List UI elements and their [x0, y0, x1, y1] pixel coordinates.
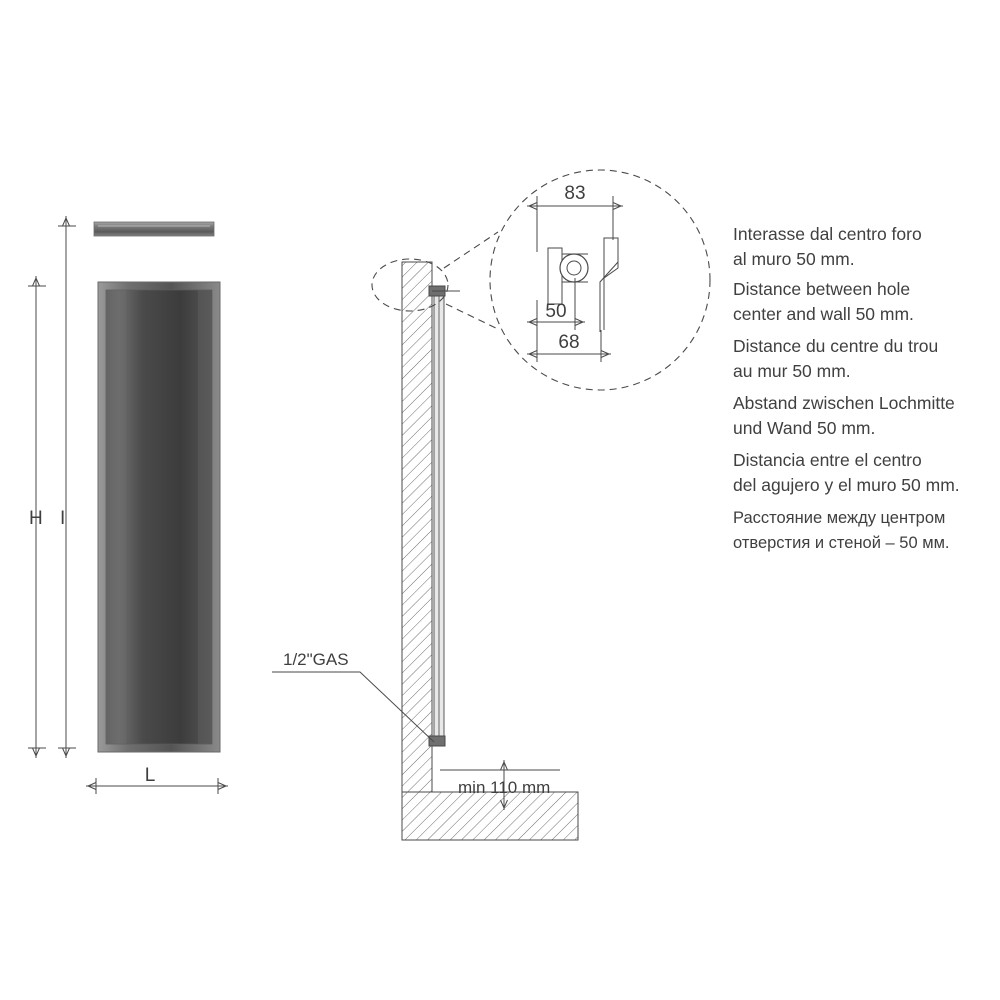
- legend-fr-line-1: Distance du centre du trou: [733, 336, 939, 356]
- legend-de-line-2: und Wand 50 mm.: [733, 418, 876, 438]
- bottom-connection-fitting: [429, 736, 445, 746]
- detail-hole: [560, 254, 588, 282]
- legend-it-line-1: Interasse dal centro foro: [733, 224, 922, 244]
- floor-section: [402, 792, 578, 840]
- label-I: I: [60, 508, 66, 529]
- label-L: L: [144, 765, 156, 786]
- detail-circle: [490, 170, 710, 390]
- detail-connector-top: [444, 232, 498, 268]
- dimension-height-I: [58, 226, 76, 748]
- legend-es-line-1: Distancia entre el centro: [733, 450, 922, 470]
- dimension-width-L: [96, 765, 218, 794]
- radiator-panel: [98, 282, 220, 752]
- legend-ru-line-1: Расстояние между центром: [733, 509, 946, 527]
- dimension-height-H: [28, 286, 46, 748]
- detail-radiator-plate: [548, 248, 562, 304]
- label-50: 50: [545, 301, 567, 322]
- legend-block: [733, 224, 960, 552]
- legend-de-line-1: Abstand zwischen Lochmitte: [733, 393, 955, 413]
- label-H: H: [29, 508, 43, 529]
- side-section-view: [272, 232, 578, 840]
- wall-section: [402, 262, 432, 792]
- detail-callout: [490, 170, 710, 390]
- detail-wall: [600, 238, 618, 332]
- legend-es-line-2: del agujero y el muro 50 mm.: [733, 475, 960, 495]
- front-view: [28, 222, 220, 794]
- label-min-110: min 110 mm: [458, 778, 551, 797]
- detail-connector-bottom: [446, 304, 500, 330]
- label-83: 83: [564, 183, 586, 204]
- label-68: 68: [558, 332, 580, 353]
- legend-en-line-2: center and wall 50 mm.: [733, 304, 914, 324]
- radiator-side-profile: [434, 290, 444, 745]
- top-connection-fitting: [429, 286, 460, 296]
- legend-ru-line-2: отверстия и стеной – 50 мм.: [733, 534, 950, 552]
- dimension-83: [537, 183, 613, 252]
- legend-en-line-1: Distance between hole: [733, 279, 911, 299]
- legend-it-line-2: al muro 50 mm.: [733, 249, 855, 269]
- dimension-min-floor-clearance: [440, 770, 560, 800]
- legend-fr-line-2: au mur 50 mm.: [733, 361, 851, 381]
- radiator-top-bar: [94, 222, 214, 236]
- dimension-68: [537, 330, 601, 362]
- label-gas: 1/2"GAS: [283, 650, 349, 669]
